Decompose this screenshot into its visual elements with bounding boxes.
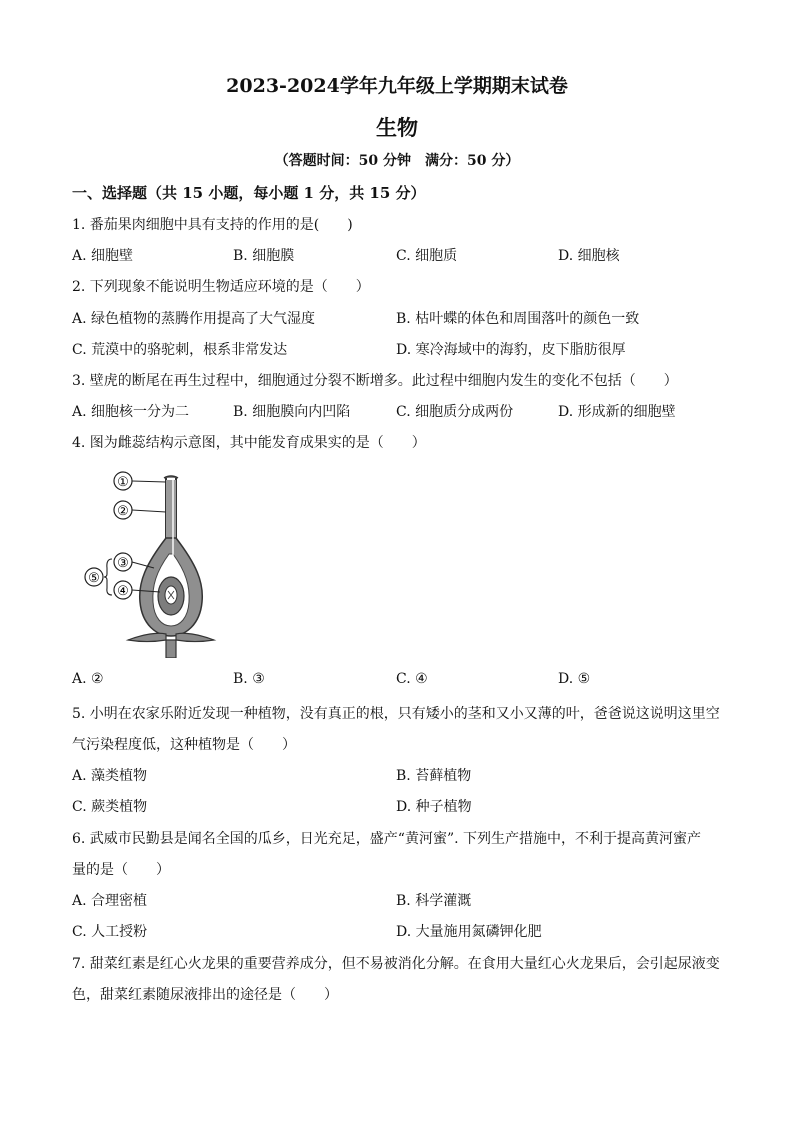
q3-option-a: A. 细胞核一分为二	[72, 404, 190, 420]
brace	[104, 559, 112, 595]
svg-text:①: ①	[117, 475, 129, 490]
q1-option-b: B. 细胞膜	[233, 248, 295, 264]
svg-text:③: ③	[117, 556, 129, 571]
q3-option-d: D. 形成新的细胞壁	[558, 404, 676, 420]
receptacle	[128, 633, 214, 658]
exam-title: 2023-2024学年九年级上学期期末试卷	[226, 75, 568, 97]
label-5	[85, 568, 103, 586]
q4-option-c: C. ④	[396, 671, 428, 687]
question-4-stem: 4. 图为雌蕊结构示意图，其中能发育成果实的是（ ）	[72, 435, 426, 451]
question-6-stem-line1: 6. 武威市民勤县是闻名全国的瓜乡，日光充足，盛产“黄河蜜”. 下列生产措施中，不利于提高黄河蜜产	[72, 831, 702, 847]
label-3	[114, 553, 132, 571]
q2-option-b: B. 枯叶蝶的体色和周围落叶的颜色一致	[396, 311, 640, 327]
q2-option-d: D. 寒冷海域中的海豹，皮下脂肪很厚	[396, 342, 626, 358]
q6-option-d: D. 大量施用氮磷钾化肥	[396, 924, 542, 940]
q5-option-d: D. 种子植物	[396, 799, 472, 815]
q1-option-d: D. 细胞核	[558, 248, 620, 264]
q5-option-a: A. 藻类植物	[72, 768, 148, 784]
svg-text:⑤: ⑤	[88, 571, 100, 586]
question-2-stem: 2. 下列现象不能说明生物适应环境的是（ ）	[72, 279, 370, 295]
question-7-stem-line2: 色，甜菜红素随尿液排出的途径是（ ）	[72, 987, 338, 1003]
q3-option-c: C. 细胞质分成两份	[396, 404, 514, 420]
q5-option-b: B. 苔藓植物	[396, 768, 472, 784]
question-1-stem: 1. 番茄果肉细胞中具有支持的作用的是( )	[72, 217, 353, 233]
q4-option-b: B. ③	[233, 671, 265, 687]
question-5-stem-line2: 气污染程度低，这种植物是（ ）	[72, 737, 296, 753]
q1-option-c: C. 细胞质	[396, 248, 458, 264]
label-4	[114, 581, 132, 599]
q6-option-c: C. 人工授粉	[72, 924, 148, 940]
q5-option-c: C. 蕨类植物	[72, 799, 148, 815]
question-3-stem: 3. 壁虎的断尾在再生过程中，细胞通过分裂不断增多。此过程中细胞内发生的变化不包括（ ）	[72, 373, 678, 389]
q3-option-b: B. 细胞膜向内凹陷	[233, 404, 351, 420]
question-5-stem-line1: 5. 小明在农家乐附近发现一种植物，没有真正的根，只有矮小的茎和又小又薄的叶，爸爸说这说明这里空	[72, 706, 720, 722]
q6-option-a: A. 合理密植	[72, 893, 148, 909]
svg-text:④: ④	[117, 584, 129, 599]
q2-option-c: C. 荒漠中的骆驼刺，根系非常发达	[72, 342, 288, 358]
question-7-stem-line1: 7. 甜菜红素是红心火龙果的重要营养成分，但不易被消化分解。在食用大量红心火龙果后，会引起尿液变	[72, 956, 720, 972]
label-1	[114, 472, 132, 490]
question-6-stem-line2: 量的是（ ）	[72, 862, 170, 878]
q6-option-b: B. 科学灌溉	[396, 893, 472, 909]
label-2	[114, 501, 132, 519]
svg-text:②: ②	[117, 504, 129, 519]
q4-option-d: D. ⑤	[558, 671, 591, 687]
pistil-diagram	[80, 464, 220, 658]
q2-option-a: A. 绿色植物的蒸腾作用提高了大气湿度	[72, 311, 316, 327]
q4-option-a: A. ②	[72, 671, 104, 687]
exam-info: （答题时间：50 分钟 满分：50 分）	[274, 153, 520, 169]
section-heading: 一、选择题（共 15 小题，每小题 1 分，共 15 分）	[72, 184, 426, 202]
q1-option-a: A. 细胞壁	[72, 248, 134, 264]
subject-title: 生物	[376, 115, 418, 140]
